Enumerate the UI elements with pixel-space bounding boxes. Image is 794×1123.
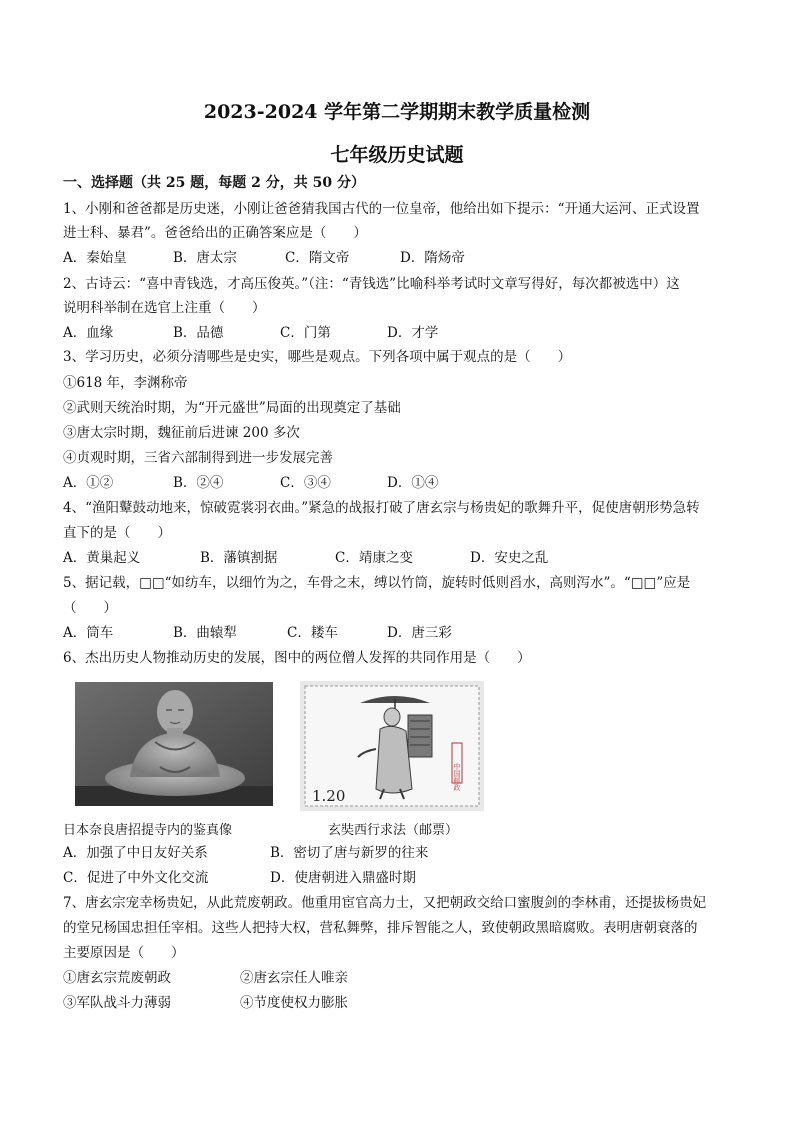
q7-item-1: ①唐玄宗荒废朝政 bbox=[63, 970, 171, 986]
q2-option-d: D．才学 bbox=[387, 325, 439, 341]
q7-item-3: ③军队战斗力薄弱 bbox=[63, 995, 171, 1011]
stamp-value-label: 1.20 bbox=[312, 787, 346, 805]
section-heading: 一、选择题（共 25 题，每题 2 分，共 50 分） bbox=[63, 175, 365, 191]
q5-stem-line1: 5、据记载，□□“如纺车，以细竹为之，车骨之末，缚以竹筒，旋转时低则舀水，高则泻水”。“□□”应是 bbox=[63, 575, 691, 591]
q7-stem-line2: 的堂兄杨国忠担任宰相。这些人把持大权，营私舞弊，排斥智能之人，致使朝政黑暗腐败。表明唐朝衰落的 bbox=[63, 920, 698, 936]
q4-option-c: C．靖康之变 bbox=[335, 550, 413, 566]
q5-option-a: A．筒车 bbox=[63, 625, 114, 641]
q5-option-c: C．耧车 bbox=[287, 625, 338, 641]
stamp-country-label: 中国邮政 bbox=[453, 763, 461, 791]
q7-item-4: ④节度使权力膨胀 bbox=[240, 995, 348, 1011]
q5-option-d: D．唐三彩 bbox=[387, 625, 452, 641]
q2-option-a: A．血缘 bbox=[63, 325, 114, 341]
q6-stem: 6、杰出历史人物推动历史的发展，图中的两位僧人发挥的共同作用是（ ） bbox=[63, 650, 531, 666]
exam-subtitle: 七年级历史试题 bbox=[330, 144, 464, 166]
q3-item-4: ④贞观时期，三省六部制得到进一步发展完善 bbox=[63, 450, 333, 466]
q6-option-d: D．使唐朝进入鼎盛时期 bbox=[270, 870, 416, 886]
caption-xuanzang: 玄奘西行求法（邮票） bbox=[328, 823, 459, 838]
q2-option-c: C．门第 bbox=[280, 325, 331, 341]
q1-option-d: D．隋炀帝 bbox=[400, 250, 465, 266]
q4-option-a: A．黄巢起义 bbox=[63, 550, 141, 566]
q3-item-3: ③唐太宗时期，魏征前后进谏 200 多次 bbox=[63, 425, 300, 441]
q7-item-2: ②唐玄宗任人唯亲 bbox=[240, 970, 348, 986]
q4-stem-line1: 4、“渔阳鼙鼓动地来，惊破霓裳羽衣曲。”紧急的战报打破了唐玄宗与杨贵妃的歌舞升平，促使唐朝形势急转 bbox=[63, 500, 700, 516]
q1-stem-line1: 1、小刚和爸爸都是历史迷，小刚让爸爸猜我国古代的一位皇帝，他给出如下提示：“开通大运河、正式设置 bbox=[63, 201, 700, 217]
q3-item-2: ②武则天统治时期，为“开元盛世”局面的出现奠定了基础 bbox=[63, 400, 401, 416]
q6-option-a: A．加强了中日友好关系 bbox=[63, 845, 208, 861]
jianzhen-statue-image bbox=[75, 682, 273, 806]
q3-option-b: B．②④ bbox=[173, 475, 224, 491]
q6-option-b: B．密切了唐与新罗的往来 bbox=[270, 845, 429, 861]
exam-title: 2023-2024 学年第二学期期末教学质量检测 bbox=[203, 101, 591, 123]
q6-option-c: C．促进了中外文化交流 bbox=[63, 870, 209, 886]
q2-option-b: B．品德 bbox=[173, 325, 224, 341]
q7-stem-line3: 主要原因是（ ） bbox=[63, 945, 185, 961]
q3-item-1: ①618 年，李渊称帝 bbox=[63, 375, 188, 391]
q7-stem-line1: 7、唐玄宗宠幸杨贵妃，从此荒废朝政。他重用宦官高力士，又把朝政交给口蜜腹剑的李林甫，还提拔杨贵妃 bbox=[63, 895, 707, 911]
q3-option-a: A．①② bbox=[63, 475, 114, 491]
caption-jianzhen: 日本奈良唐招提寺内的鉴真像 bbox=[63, 823, 233, 838]
xuanzang-stamp-image bbox=[300, 681, 484, 811]
q3-option-d: D．①④ bbox=[387, 475, 439, 491]
q4-option-b: B．藩镇割据 bbox=[200, 550, 278, 566]
q3-stem: 3、学习历史，必须分清哪些是史实，哪些是观点。下列各项中属于观点的是（ ） bbox=[63, 349, 572, 365]
jianzhen-statue-photo bbox=[75, 682, 273, 806]
xuanzang-stamp bbox=[300, 681, 484, 811]
q2-stem-line2: 说明科举制在选官上注重（ ） bbox=[63, 300, 266, 316]
q4-option-d: D．安史之乱 bbox=[470, 550, 549, 566]
q1-option-b: B．唐太宗 bbox=[173, 250, 237, 266]
q3-option-c: C．③④ bbox=[280, 475, 331, 491]
q1-option-a: A．秦始皇 bbox=[63, 250, 127, 266]
q5-stem-line2: （ ） bbox=[63, 600, 117, 616]
q1-stem-line2: 进士科、暴君”。爸爸给出的正确答案应是（ ） bbox=[63, 225, 367, 241]
q2-stem-line1: 2、古诗云：“喜中青钱选，才高压俊英。”（注：“青钱选”比喻科举考试时文章写得好，每次都被选中）这 bbox=[63, 276, 680, 292]
q4-stem-line2: 直下的是（ ） bbox=[63, 525, 171, 541]
q5-option-b: B．曲辕犁 bbox=[173, 625, 237, 641]
q1-option-c: C．隋文帝 bbox=[285, 250, 350, 266]
